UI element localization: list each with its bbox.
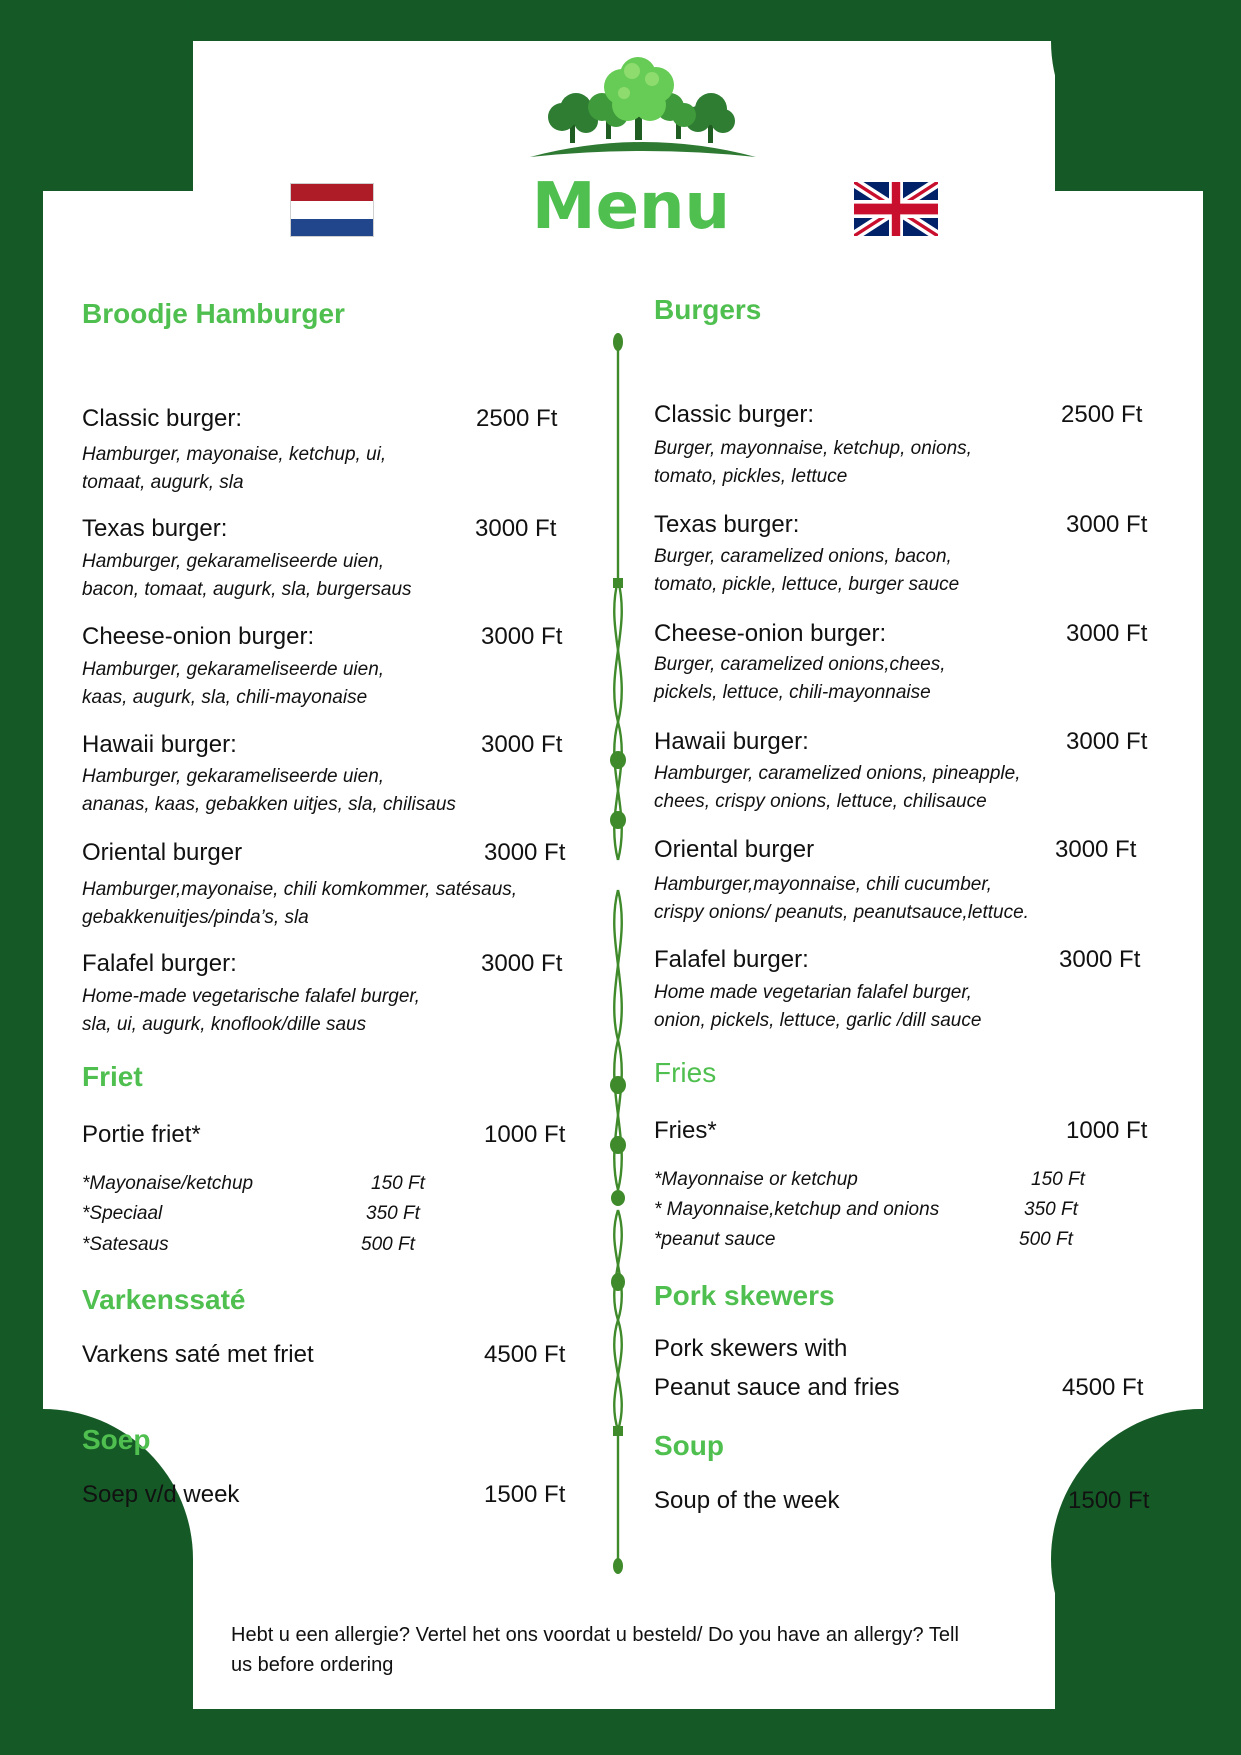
menu-item-price: 3000 Ft: [1059, 946, 1141, 973]
extra-option-price: 350 Ft: [366, 1203, 420, 1224]
allergy-notice-line: us before ordering: [231, 1654, 394, 1676]
menu-item-description: Burger, caramelized onions,chees, pickels, lettuce, chili-mayonnaise: [654, 654, 946, 703]
section-heading-burgers-en: Burgers: [654, 294, 762, 325]
menu-title: Menu: [531, 170, 731, 244]
menu-item-description: Hamburger, caramelized onions, pineapple, chees, crispy onions, lettuce, chilisauce: [654, 763, 1021, 812]
corner-cutout-top-right: [1051, 0, 1241, 191]
section-heading-fries-nl: Friet: [82, 1061, 143, 1092]
menu-item-price: 1500 Ft: [484, 1481, 566, 1508]
extra-option-price: 350 Ft: [1024, 1199, 1078, 1220]
menu-item-description: Hamburger, gekarameliseerde uien, kaas, augurk, sla, chili-mayonaise: [82, 659, 385, 708]
extra-option-label: *Satesaus: [82, 1234, 169, 1255]
menu-item-name: Classic burger:: [82, 405, 243, 432]
menu-item-name: Cheese-onion burger:: [82, 623, 315, 650]
extra-option-label: * Mayonnaise,ketchup and onions: [654, 1199, 940, 1220]
extra-option-label: *Mayonnaise or ketchup: [654, 1169, 858, 1190]
menu-item-price: 3000 Ft: [484, 839, 566, 866]
section-heading-skewers-en: Pork skewers: [654, 1280, 835, 1311]
extra-option-label: *Mayonaise/ketchup: [82, 1173, 254, 1194]
allergy-notice: [231, 1620, 1031, 1680]
menu-item-price: 4500 Ft: [1062, 1374, 1144, 1401]
menu-item-description: Hamburger,mayonnaise, chili cucumber, crispy onions/ peanuts, peanutsauce,lettuce.: [654, 874, 1029, 923]
section-heading-burgers-nl: Broodje Hamburger: [82, 298, 345, 329]
menu-item-price: 3000 Ft: [481, 731, 563, 758]
corner-cutout-top-left: [0, 0, 193, 191]
menu-item-price: 2500 Ft: [476, 405, 558, 432]
section-heading-skewers-nl: Varkenssaté: [82, 1284, 246, 1315]
menu-item-name: Soup of the week: [654, 1487, 840, 1514]
menu-item-price: 3000 Ft: [1066, 620, 1148, 647]
menu-item-name: Classic burger:: [654, 401, 815, 428]
menu-item-name: Fries*: [654, 1117, 717, 1144]
menu-item-price: 2500 Ft: [1061, 401, 1143, 428]
ornamental-divider: [603, 330, 633, 1575]
extra-option-label: *peanut sauce: [654, 1229, 776, 1250]
menu-item-name: Varkens saté met friet: [82, 1341, 314, 1368]
menu-item-description: Home-made vegetarische falafel burger, sla, ui, augurk, knoflook/dille saus: [82, 986, 420, 1035]
trees-logo-icon: [528, 55, 758, 160]
uk-flag-icon: [854, 182, 938, 236]
menu-item-price: 3000 Ft: [481, 950, 563, 977]
menu-item-price: 1500 Ft: [1068, 1487, 1150, 1514]
extra-option-label: *Speciaal: [82, 1203, 163, 1224]
menu-item-price: 3000 Ft: [1066, 728, 1148, 755]
menu-item-price: 4500 Ft: [484, 1341, 566, 1368]
menu-item-description: Hamburger, gekarameliseerde uien, ananas, kaas, gebakken uitjes, sla, chilisaus: [82, 766, 456, 815]
section-heading-fries-en: Fries: [654, 1057, 717, 1088]
menu-item-description: Burger, mayonnaise, ketchup, onions, tomato, pickles, lettuce: [654, 438, 972, 487]
menu-item-description: Hamburger, gekarameliseerde uien, bacon, tomaat, augurk, sla, burgersaus: [82, 551, 412, 600]
menu-item-price: 3000 Ft: [1055, 836, 1137, 863]
menu-item-price: 3000 Ft: [481, 623, 563, 650]
menu-item-price: 3000 Ft: [1066, 511, 1148, 538]
allergy-notice-line: Hebt u een allergie? Vertel het ons voordat u besteld/ Do you have an allergy? Tell: [231, 1624, 959, 1646]
menu-item-name: Falafel burger:: [654, 946, 809, 973]
menu-item-name: Cheese-onion burger:: [654, 620, 887, 647]
menu-item-name: Oriental burger: [82, 839, 243, 866]
menu-item-name: Pork skewers with: [654, 1335, 848, 1362]
extra-option-price: 150 Ft: [371, 1173, 425, 1194]
extra-option-price: 500 Ft: [1019, 1229, 1073, 1250]
dutch-flag-icon: [290, 183, 374, 237]
menu-item-name: Peanut sauce and fries: [654, 1374, 900, 1401]
menu-item-price: 3000 Ft: [475, 515, 557, 542]
section-heading-soup-en: Soup: [654, 1430, 724, 1461]
menu-item-description: Home made vegetarian falafel burger, onion, pickels, lettuce, garlic /dill sauce: [654, 982, 982, 1031]
menu-item-description: Hamburger,mayonaise, chili komkommer, satésaus, gebakkenuitjes/pinda’s, sla: [82, 879, 518, 928]
extra-option-price: 150 Ft: [1031, 1169, 1085, 1190]
menu-item-name: Oriental burger: [654, 836, 815, 863]
menu-item-name: Hawaii burger:: [82, 731, 237, 758]
menu-item-name: Hawaii burger:: [654, 728, 809, 755]
menu-item-name: Portie friet*: [82, 1121, 201, 1148]
menu-item-name: Texas burger:: [82, 515, 228, 542]
menu-item-name: Falafel burger:: [82, 950, 237, 977]
section-heading-soup-nl: Soep: [82, 1424, 151, 1455]
menu-item-name: Soep v/d week: [82, 1481, 240, 1508]
menu-item-price: 1000 Ft: [1066, 1117, 1148, 1144]
menu-item-description: Hamburger, mayonaise, ketchup, ui, tomaat, augurk, sla: [82, 444, 387, 493]
menu-item-name: Texas burger:: [654, 511, 800, 538]
menu-item-price: 1000 Ft: [484, 1121, 566, 1148]
extra-option-price: 500 Ft: [361, 1234, 415, 1255]
menu-item-description: Burger, caramelized onions, bacon, tomato, pickle, lettuce, burger sauce: [654, 546, 960, 595]
